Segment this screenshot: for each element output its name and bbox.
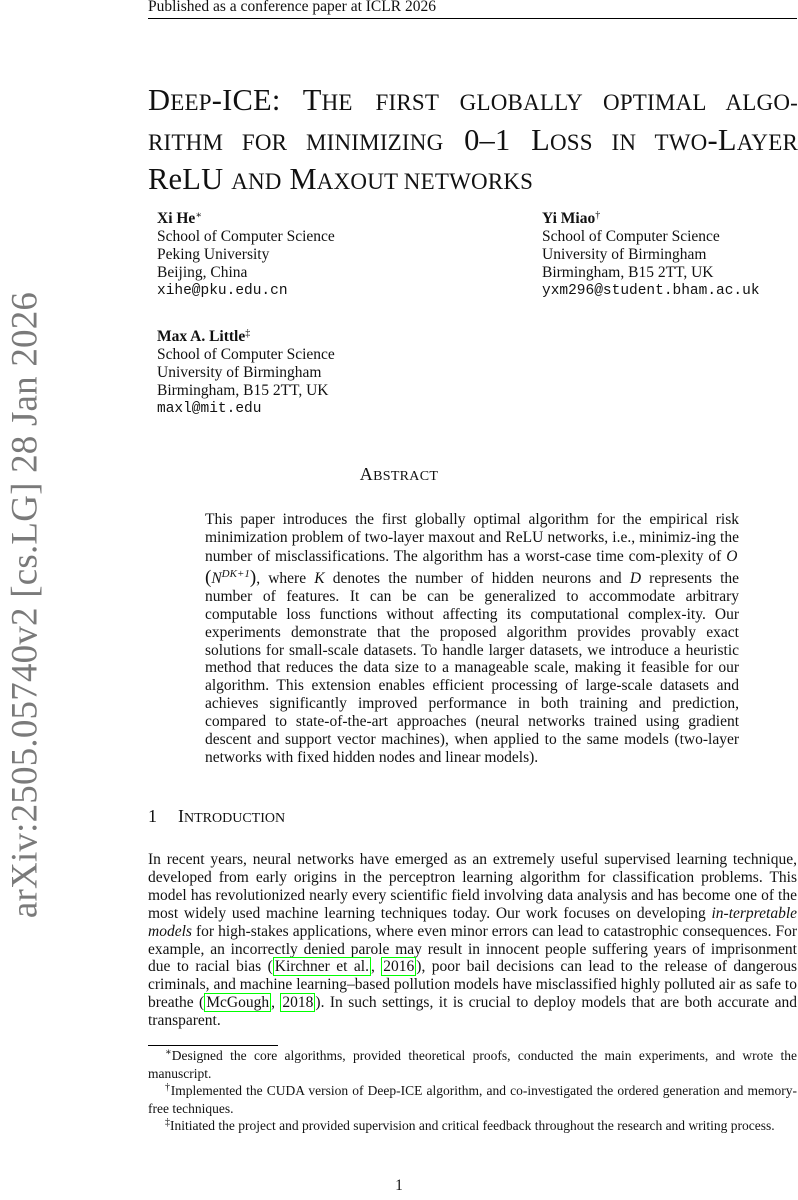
citation-link[interactable]: Kirchner et al. [274, 958, 369, 976]
introduction-paragraph: In recent years, neural networks have emerged as an extremely useful supervised learning technique, developed from early origins in the perceptron learning algorithm for classification problems. This model has revolutionized nearly every scientific field involving data analysis and has become one of the most widely used machine learning techniques today. Our work focuses on developing in-terpretable models for high-stakes applications, where even minor errors can lead to catastrophic consequences. For example, an incorrectly denied parole may result in innocent people suffering years of imprisonment due to racial bias ( Kirchner et al. , 2016 ), poor bail decisions can lead to the release of dangerous criminals, and machine learning–based pollution models have misclassified highly polluted air as safe to breathe ( McGough , 2018 ). In such settings, it is crucial to deploy models that are both accurate and transparent. [148, 851, 798, 1030]
author-email[interactable]: maxl@mit.edu [157, 401, 262, 417]
author-block [542, 210, 760, 300]
citation-link[interactable]: McGough [206, 994, 270, 1012]
title-word: - [707, 122, 718, 157]
author-footnote-mark: † [595, 210, 601, 221]
footnote-rule [148, 1045, 278, 1046]
author-name: Max A. Little [157, 328, 246, 345]
footnote [148, 1117, 797, 1135]
paper-title [148, 82, 798, 201]
intro-emphasis: in-terpretable models [148, 904, 798, 940]
footnote-mark: ∗ [165, 1047, 172, 1058]
intro-text: ). In such settings, it is crucial to deploy models that are both accurate and transparent. [148, 994, 798, 1030]
title-word: L [531, 122, 550, 157]
title-word: EEP [170, 90, 212, 115]
arxiv-stamp-container [0, 291, 50, 919]
abstract-heading-rest: BSTRACT [373, 469, 439, 484]
title-word: 0–1 [464, 122, 511, 157]
page-number: 1 [395, 1177, 403, 1194]
author-location: Beijing, China [157, 264, 248, 281]
title-word: HE [321, 90, 353, 115]
author-affiliation: Peking University [157, 246, 270, 263]
title-word: e [168, 162, 183, 196]
footnote-text: Designed the core algorithms, provided theoretical proofs, conducted the main experiments, and wrote the manuscript. [148, 1048, 797, 1081]
arxiv-stamp: arXiv:2505.05740v2 [cs.LG] 28 Jan 2026 [4, 291, 46, 919]
author-name: Xi He [157, 210, 196, 227]
math-exponent: DK+1 [221, 567, 250, 580]
author-location: Birmingham, B15 2TT, UK [157, 382, 329, 399]
running-header: Published as a conference paper at ICLR 2026 [148, 0, 436, 15]
abstract-heading-cap: A [359, 464, 374, 484]
title-word: L [717, 122, 737, 157]
author-footnote-mark: ∗ [195, 210, 203, 221]
section-number: 1 [148, 806, 157, 826]
intro-text: ), poor bail decisions can lead to the release of dangerous criminals, and machine learning–based pollution models have misclassified highly polluted air as safe to breathe ( [148, 958, 798, 1012]
footnote-text: Initiated the project and provided supervision and critical feedback throughout the research and writing process. [170, 1118, 775, 1133]
section-title-rest: NTRODUCTION [184, 811, 286, 826]
complexity-formula: O $(N^{DK+1})$ [205, 544, 739, 588]
footnote [148, 1082, 797, 1117]
title-line-2-start: RITHM FOR MINIMIZING [148, 129, 444, 155]
abstract-text: denotes the number of hidden neurons and [332, 569, 622, 587]
header-rule [148, 18, 797, 19]
title-word: M [289, 162, 317, 196]
math-symbol: K [314, 569, 325, 587]
author-department: School of Computer Science [157, 228, 335, 245]
section-title-cap: I [178, 806, 184, 826]
title-word: R [148, 162, 169, 196]
abstract-heading [0, 464, 798, 485]
author-email[interactable]: xihe@pku.edu.cn [157, 283, 288, 299]
author-block [157, 328, 335, 418]
author-affiliation: University of Birmingham [157, 364, 322, 381]
citation-link[interactable]: 2016 [383, 958, 415, 976]
author-location: Birmingham, B15 2TT, UK [542, 264, 714, 281]
footnote-text: Implemented the CUDA version of Deep-ICE algorithm, and co-investigated the ordered generation and memory-free techniques. [148, 1083, 797, 1116]
citation-link[interactable]: 2018 [282, 994, 314, 1012]
footnote-mark: † [165, 1082, 171, 1093]
title-word: T [302, 83, 322, 117]
math-symbol: D [629, 569, 642, 587]
title-word: AXOUT NETWORKS [316, 169, 534, 194]
title-word: AYER [736, 129, 798, 155]
abstract-text: represents the number of features. It can be can be generalized to accommodate arbitrary computable loss functions without affecting its computational complex-ity. Our experiments demonstrate that the proposed algorithm provides provably exact solutions for small-scale datasets. To handle larger datasets, we introduce a heuristic method that reduces the data size to a manageable scale, making it feasible for our algorithm. This extension enables efficient processing of large-scale datasets and achieves significantly improved performance in both training and prediction, compared to state-of-the-art approaches (neural networks trained using gradient descent and support vector machines), when applied to the same models (two-layer networks with fixed hidden nodes and linear models). [205, 569, 740, 766]
title-line-1-rest: FIRST GLOBALLY OPTIMAL ALGO- [375, 90, 798, 115]
author-department: School of Computer Science [542, 228, 720, 245]
section-heading [148, 806, 285, 827]
title-word: LU [182, 162, 224, 196]
intro-text: In recent years, neural networks have emerged as an extremely useful supervised learning technique, developed from early origins in the perceptron learning algorithm for classification problems. This model has revolutionized nearly every scientific field involving data analysis and has become one of the most widely used machine learning techniques today. Our work focuses on developing [148, 851, 797, 922]
title-word: D [148, 83, 171, 117]
title-word: -ICE: [211, 83, 281, 117]
math-symbol: O [726, 547, 738, 565]
abstract-body [205, 511, 739, 767]
title-word: OSS IN TWO [549, 129, 708, 155]
author-email[interactable]: yxm296@student.bham.ac.uk [542, 283, 760, 299]
footnote-mark: ‡ [165, 1117, 170, 1128]
abstract-text: , where [256, 569, 307, 587]
author-footnote-mark: ‡ [245, 328, 251, 339]
author-block [157, 210, 335, 300]
math-symbol: N [211, 569, 222, 587]
author-name: Yi Miao [542, 210, 596, 227]
footnote [148, 1047, 797, 1082]
intro-text: for high-stakes applications, where even minor errors can lead to catastrophic consequences. For example, an incorrectly denied parole may result in innocent people suffering years of imprisonment due to racial bias ( [148, 922, 798, 976]
author-affiliation: University of Birmingham [542, 246, 707, 263]
author-department: School of Computer Science [157, 346, 335, 363]
footnotes [148, 1047, 797, 1135]
abstract-text: This paper introduces the first globally optimal algorithm for the empirical risk minimization problem of two-layer maxout and ReLU networks, i.e., minimiz-ing the number of misclassifications. The algorithm has a worst-case time com-plexity of [205, 511, 739, 565]
title-word: AND [231, 169, 282, 194]
